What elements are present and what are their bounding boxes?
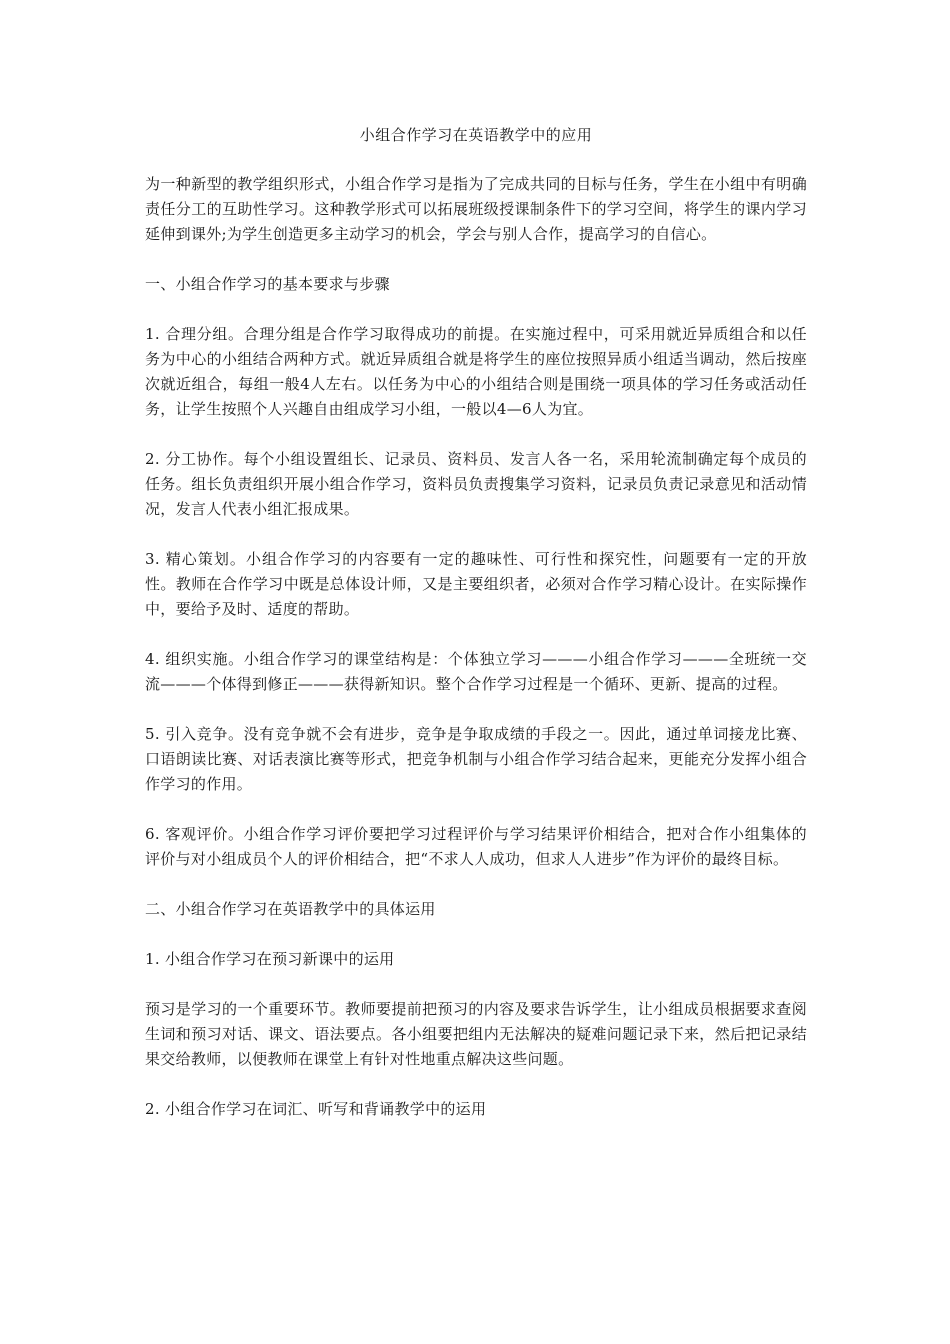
section-1-item-4: 4. 组织实施。小组合作学习的课堂结构是：个体独立学习———小组合作学习———全班统一交流———个体得到修正———获得新知识。整个合作学习过程是一个循环、更新、提高的过程。 (145, 650, 807, 693)
document-page (145, 122, 807, 1147)
section-2-sub-1-body: 预习是学习的一个重要环节。教师要提前把预习的内容及要求告诉学生，让小组成员根据要求查阅生词和预习对话、课文、语法要点。各小组要把组内无法解决的疑难问题记录下来，然后把记录结果交给教师，以便教师在课堂上有针对性地重点解决这些问题。 (145, 1000, 807, 1068)
section-1-item-1: 1. 合理分组。合理分组是合作学习取得成功的前提。在实施过程中，可采用就近异质组合和以任务为中心的小组结合两种方式。就近异质组合就是将学生的座位按照异质小组适当调动，然后按座次就近组合，每组一般4人左右。以任务为中心的小组结合则是围绕一项具体的学习任务或活动任务，让学生按照个人兴趣自由组成学习小组，一般以4—6人为宜。 (145, 325, 807, 418)
document-title: 小组合作学习在英语教学中的应用 (359, 126, 593, 144)
intro-paragraph: 为一种新型的教学组织形式，小组合作学习是指为了完成共同的目标与任务，学生在小组中有明确责任分工的互助性学习。这种教学形式可以拓展班级授课制条件下的学习空间，将学生的课内学习延伸到课外;为学生创造更多主动学习的机会，学会与别人合作，提高学习的自信心。 (145, 175, 807, 243)
section-2-heading: 二、小组合作学习在英语教学中的具体运用 (145, 900, 436, 918)
section-2-sub-2-heading: 2. 小组合作学习在词汇、听写和背诵教学中的运用 (145, 1100, 487, 1118)
section-1-heading: 一、小组合作学习的基本要求与步骤 (145, 275, 390, 293)
section-1-item-3: 3. 精心策划。小组合作学习的内容要有一定的趣味性、可行性和探究性，问题要有一定的开放性。教师在合作学习中既是总体设计师，又是主要组织者，必须对合作学习精心设计。在实际操作中，要给予及时、适度的帮助。 (145, 550, 807, 618)
section-2-sub-1-heading: 1. 小组合作学习在预习新课中的运用 (145, 950, 395, 968)
section-1-item-6: 6. 客观评价。小组合作学习评价要把学习过程评价与学习结果评价相结合，把对合作小组集体的评价与对小组成员个人的评价相结合，把“不求人人成功，但求人人进步”作为评价的最终目标。 (145, 825, 807, 868)
section-1-item-5: 5. 引入竞争。没有竞争就不会有进步，竞争是争取成绩的手段之一。因此，通过单词接龙比赛、口语朗读比赛、对话表演比赛等形式，把竞争机制与小组合作学习结合起来，更能充分发挥小组合作学习的作用。 (145, 725, 807, 793)
section-1-item-2: 2. 分工协作。每个小组设置组长、记录员、资料员、发言人各一名，采用轮流制确定每个成员的任务。组长负责组织开展小组合作学习，资料员负责搜集学习资料，记录员负责记录意见和活动情况，发言人代表小组汇报成果。 (145, 450, 807, 518)
